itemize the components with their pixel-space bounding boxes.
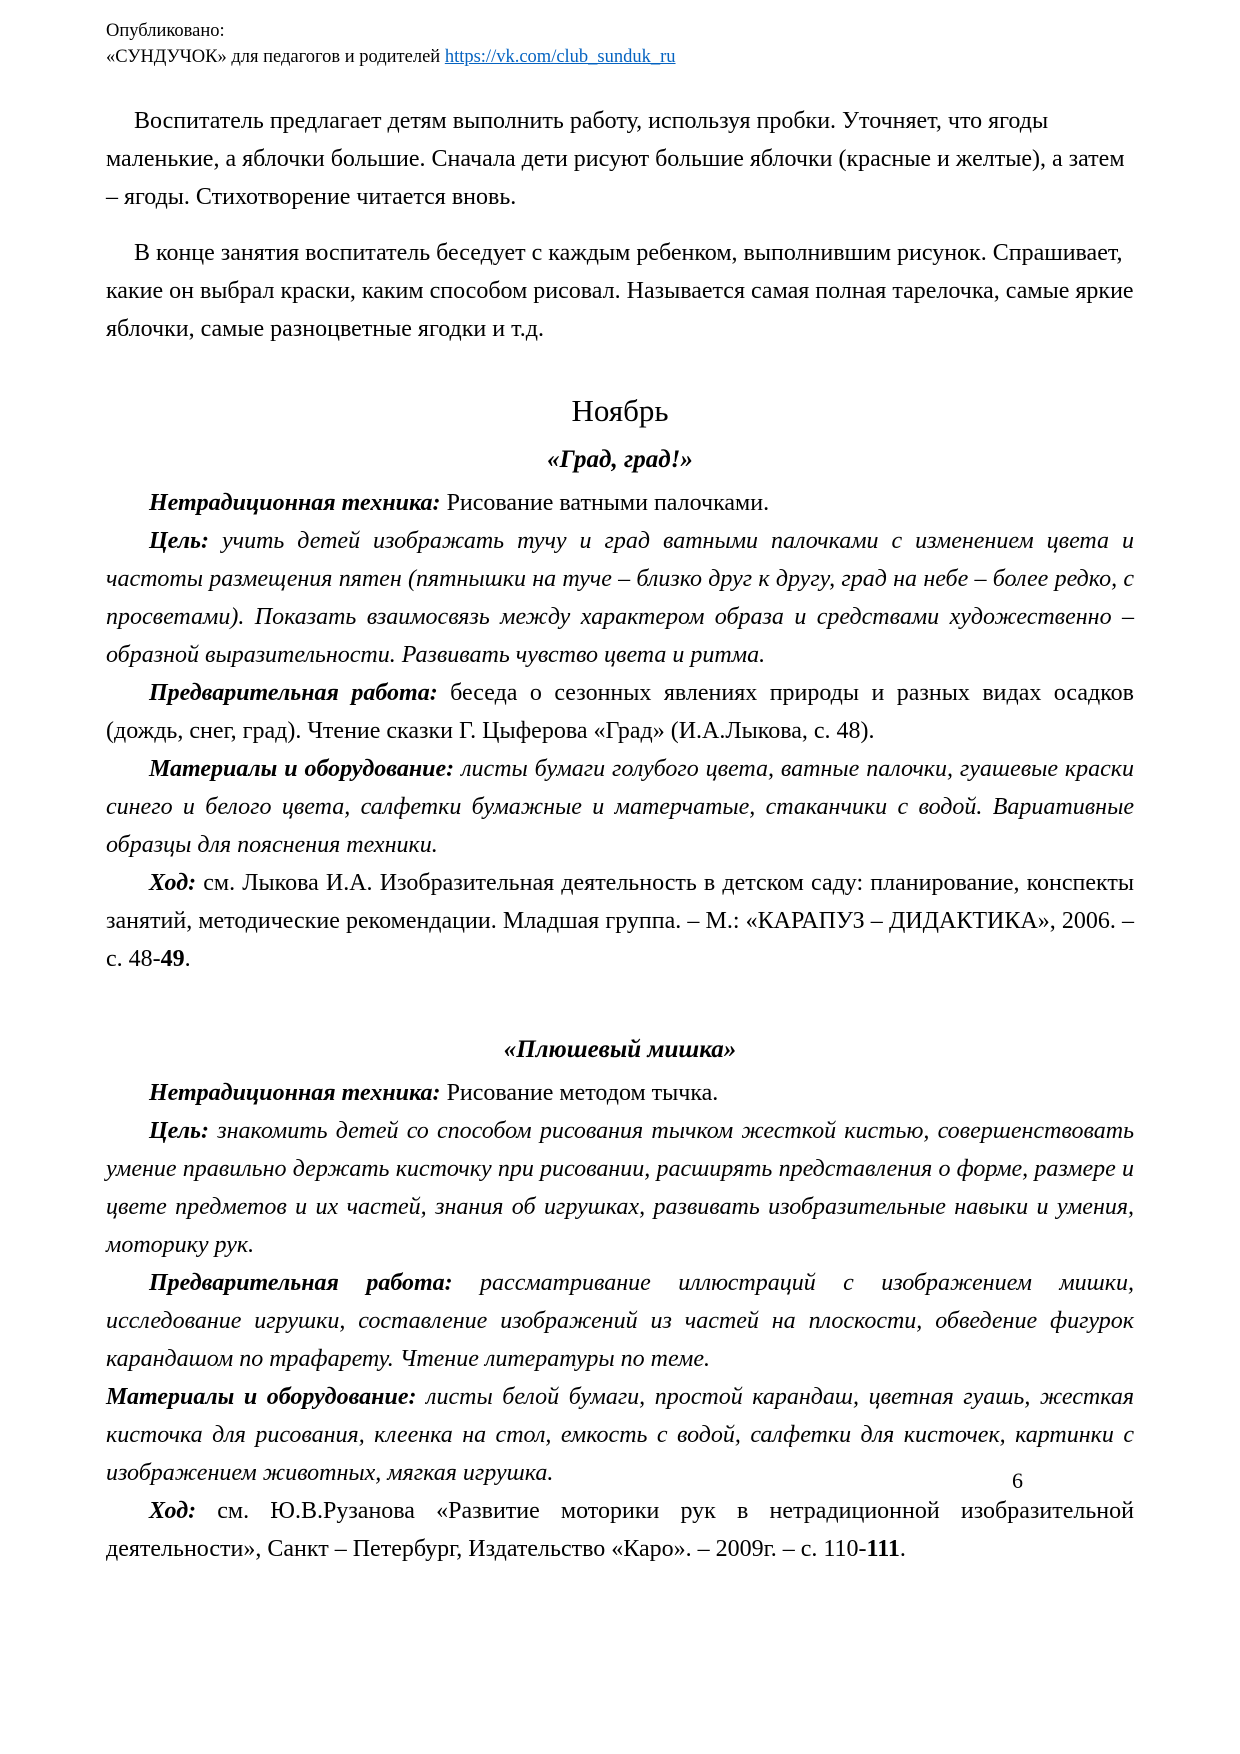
course-page-bold: 111: [866, 1536, 900, 1562]
lesson1-goal-paragraph: [106, 522, 1134, 674]
goal-text: учить детей изображать тучу и град ватными палочками с изменением цвета и частоты размещения пятен (пятнышки на туче – близко друг к другу, град на небе – более редко, с просветами). Показать взаимосвязь между характером образа и средствами художественно – образной выразительности. Развивать чувство цвета и ритма.: [106, 528, 1135, 668]
course-page-bold: 49: [160, 946, 185, 972]
lesson2-materials-paragraph: [106, 1378, 1134, 1492]
lesson1-course-paragraph: [106, 864, 1134, 978]
goal-label: Цель:: [149, 528, 209, 554]
goal-label: Цель:: [149, 1118, 209, 1144]
prework-label: Предварительная работа:: [149, 1270, 453, 1296]
materials-text: листы бумаги голубого цвета, ватные палочки, гуашевые краски синего и белого цвета, салфетки бумажные и матерчатые, стаканчики с водой. Вариативные образцы для пояснения техники.: [106, 756, 1135, 858]
technique-label: Нетрадиционная техника:: [149, 1080, 441, 1106]
published-label: Опубликовано:: [106, 21, 225, 41]
prework-text: беседа о сезонных явлениях природы и разных видах осадков (дождь, снег, град). Чтение сказки Г. Цыферова «Град» (И.А.Лыкова, с. 48).: [106, 680, 1134, 744]
source-prefix: «СУНДУЧОК» для педагогов и родителей: [106, 47, 441, 67]
lesson1-prework-paragraph: [106, 674, 1134, 750]
course-end: .: [899, 1536, 906, 1562]
goal-text: знакомить детей со способом рисования тычком жесткой кистью, совершенствовать умение правильно держать кисточку при рисовании, расширять представления о форме, размере и цвете предметов и их частей, знания об игрушках, развивать изобразительные навыки и умения, моторику рук.: [106, 1118, 1134, 1258]
course-text: см. Ю.В.Рузанова «Развитие моторики рук в нетрадиционной изобразительной деятельности», Санкт – Петербург, Издательство «Каро». – 2009г. – с. 110-: [106, 1498, 1134, 1562]
prework-label: Предварительная работа:: [149, 680, 438, 706]
materials-text: листы белой бумаги, простой карандаш, цветная гуашь, жесткая кисточка для рисования, клеенка на стол, емкость с водой, салфетки для кисточек, картинки с изображением животных, мягкая игрушка.: [106, 1384, 1135, 1486]
technique-label: Нетрадиционная техника:: [149, 490, 441, 516]
lesson2-course-paragraph: [106, 1492, 1134, 1568]
course-text: см. Лыкова И.А. Изобразительная деятельность в детском саду: планирование, конспекты занятий, методические рекомендации. Младшая группа. – М.: «КАРАПУЗ – ДИДАКТИКА», 2006. – с. 48-: [106, 870, 1134, 972]
source-line: [106, 44, 1134, 70]
intro-paragraph-1: Воспитатель предлагает детям выполнить работу, используя пробки. Уточняет, что ягоды маленькие, а яблочки большие. Сначала дети рисуют большие яблочки (красные и желтые), а затем – ягоды. Стихотворение читается вновь.: [106, 108, 1125, 210]
intro-paragraph-2: В конце занятия воспитатель беседует с каждым ребенком, выполнившим рисунок. Спрашивает, какие он выбрал краски, каким способом рисовал. Называется самая полная тарелочка, самые яркие яблочки, самые разноцветные ягодки и т.д.: [106, 240, 1134, 342]
document-header: [106, 18, 1134, 70]
materials-label: Материалы и оборудование:: [106, 1384, 417, 1410]
lesson1-materials-paragraph: [106, 750, 1134, 864]
lesson2-goal-paragraph: [106, 1112, 1134, 1264]
month-title: Ноябрь: [571, 393, 669, 428]
prework-text: рассматривание иллюстраций с изображением мишки, исследование игрушки, составление изображений из частей на плоскости, обведение фигурок карандашом по трафарету. Чтение литературы по теме.: [106, 1270, 1134, 1372]
page-number: 6: [1012, 1468, 1023, 1493]
lesson1-title: «Град, град!»: [547, 446, 693, 473]
course-label: Ход:: [149, 870, 197, 896]
technique-text: Рисование методом тычка.: [446, 1080, 719, 1106]
lesson2-technique-paragraph: [106, 1074, 1134, 1112]
lesson2-title: «Плюшевый мишка»: [503, 1036, 737, 1063]
vk-link[interactable]: https://vk.com/club_sunduk_ru: [444, 47, 676, 67]
course-end: .: [184, 946, 191, 972]
lesson2-prework-paragraph: [106, 1264, 1134, 1378]
materials-label: Материалы и оборудование:: [149, 756, 455, 782]
lesson1-technique-paragraph: [106, 484, 1134, 522]
course-label: Ход:: [149, 1498, 197, 1524]
technique-text: Рисование ватными палочками.: [446, 490, 770, 516]
